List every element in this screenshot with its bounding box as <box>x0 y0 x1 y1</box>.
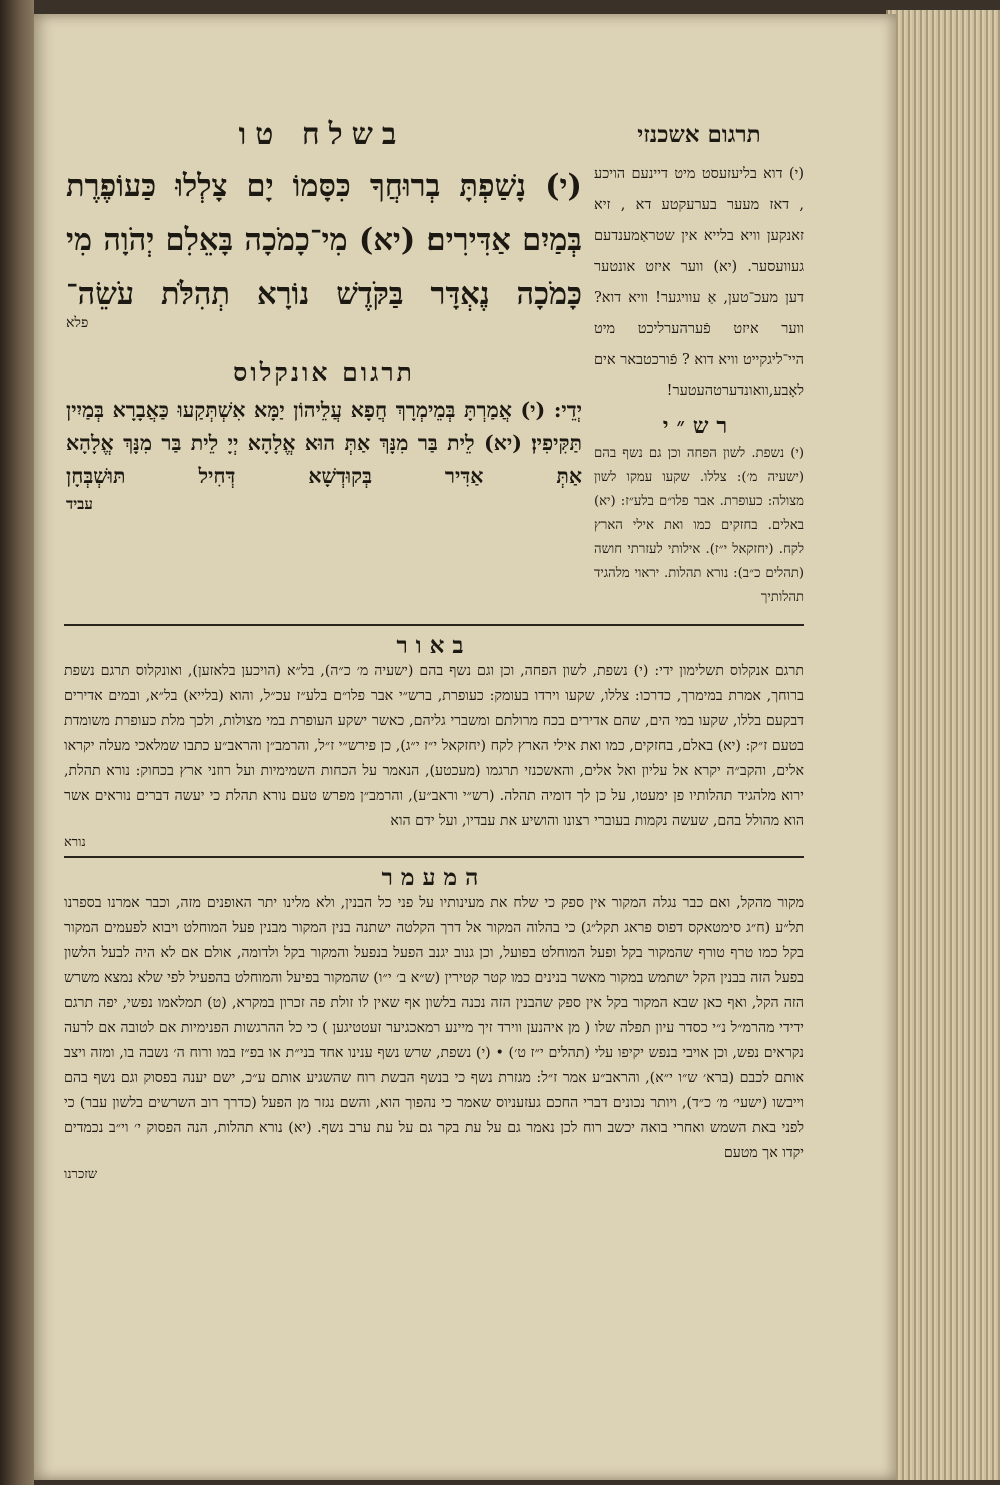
hameamer-catchword: שזכרנו <box>64 1167 98 1182</box>
section-divider <box>64 624 804 626</box>
book-page <box>34 14 896 1480</box>
targum-ashkenazi-title: תרגום אשכנזי <box>637 120 761 148</box>
targum-ashkenazi-text: (י) דוא בליעזעסט מיט דיינעם הויכע , דאז מעער בערעקטע דא , זיא זאנקען וויא בלייא אין שטראַמענדעם געוועסער. (יא) ווער איזט אונטער דען מעכ־טען, אַ עוויגער! וויא דוא? ווער איזט פֿערהערליכט מיט היי־ליגקייט וויא דוא ? פֿורכטבאר אים לאָבע,וואונדערטהעטער! <box>594 166 804 399</box>
verse-catchword: פלא <box>66 315 89 331</box>
biur-text: תרגם אנקלוס תשלימון ידי: (י) נשפת, לשון הפחה, וכן וגם נשף בהם (ישעיה מ׳ כ״ה), בל״א (הויכען בלאזען), ואונקלוס תרגם נשפת ברוחך, אמרת במימרך, כדרכו: צללו, שקעו וירדו בעומק: כעופרת, ברש״י אבר פלו״ם בלע״ז עכ״ל, והוא (בלייא) בל״א, ובמים אדירים דבקעם בללו, שקעו במי הים, שהם אדירים בכח מרולתם ומשברי גליהם, כאשר ישקע העופרת במי מצולות, ולכך מלת כעופרת משומדת בטעם ז״ק: (יא) באלם, בחזקים, כמו ואת אילי הארץ לקח (יחזקאל י״ז י״ג), כן פירש״י ז״ל, והרמב״ן והראב״ע כתבו שמלאכי מעלה יקראו אלים, והקב״ה יקרא אל עליון ואל אלים, והאשכנזי תרגמו (מעכטע), הנאמר על הכחות השמימיות ועל רוזני ארץ בכחוק: נורא תהלת, ירוא מלהגיד תהלותיו פן ימעטו, על כן לך דומיה תהלה. (רש״י וראב״ע), והרמב״ן מפרש טעם נורא תהלת כי יעשה דברים נוראים אשר הוא מהולל בהם, שעשה נקמות בעוברי רצונו והושיע את עבדיו, ועל ידם הוא <box>64 663 804 829</box>
onkelos-catchword: עביד <box>66 495 93 513</box>
main-column <box>66 159 582 610</box>
hameamer-title: המעמר <box>381 864 487 891</box>
page-content <box>64 109 804 1182</box>
header-row <box>64 109 804 159</box>
section-divider <box>64 856 804 858</box>
rashi-text: (י) נשפת. לשון הפחה וכן גם נשף בהם (ישעיה מ׳): צללו. שקעו עמקו לשון מצולה: כעופרת. אבר פלו״ם בלע״ז: (יא) באלים. בחזקים כמו ואת אילי הארץ לקח. (יחזקאל י״ז). אילותי לעזרתי חושה (תהלים כ״ב): נורא תהלות. יראוי מלהגיד תהלותיך <box>594 446 804 605</box>
torah-verse: (י) נָשַׁפְתָּ בְרוּחֲךָ כִּסָּמוֹ יָם צָלְלוּ כַּעוֹפֶרֶת בְּמַיִם אַדִּירִים׃ (יא) מִי־כָמֹכָה בָּאֵלִם יְהֹוָה מִי כָּמֹכָה נֶאְדָּר בַּקֹּדֶשׁ נוֹרָא תְהִלֹּת עֹשֵׂה־ <box>66 168 582 312</box>
biur-catchword: נורא <box>64 835 86 850</box>
running-head: בשלח טו <box>238 116 406 152</box>
hameamer-text: מקור מהקל, ואם כבר נגלה המקור אין ספק כי שלח את מעינותיו על פני כל הבנין, ולא מלינו יתר האופנים מזה, וכבר אמרנו בספרנו תל״ע (ח״ג סימטאקס דפוס פראג תקל״ג) כי בהלוה המקור אל דרך הקלטה ישתנה בנין המקור מבנין פעל המוחלט ויבוא לפעמים המקור בקל כמו טרף טורף שהמקור בקל ופעל המוחלט בפועל, וכן גנוב יגנב הפעל בנפעל והמקור בקל ולדומה, אולם אם לא היה לבעל הלשון בפעל הזה בבנין הקל ישתמש במקור מאשר בנינים כמו קטר קטירין (ש״א ב׳ י״ו) שהמקור בפיעל והמוחלט בהפעיל לפי שלא נמצא משרש הזה הקל, ואף כאן שבא המקור בקל אין ספק שהבנין הזה נכנה בלשון אף שאין לו זולת פה זכרון במקרא, (ט) תמלאמו נפשי, יפה תרגם ידידי מהרמ״ל נ״י כסדר עיון תפלה שלו ( מן איהנען ווירד זיך מיינע רמאכגיער זעטטיגען ) כי כל ההרגשות הפנימיות אם לטובה אם לרעה נקראים נפש, וכן אויבי בנפש יקיפו עלי (תהלים י״ז ט׳) • (י) נשפת, שרש נשף ענינו אחד בני״ת או בפ״ז במו ורוח ה׳ נשבה בו, ומזה ויצב אותם לכבם (ברא׳ ש״ו י״א), והראב״ע אמר ז״ל: מגזרת נשף כי בנשף הבשת רוח שהשגיע אותם ע״כ, ישם יענה בפסוק וגם נשף בהם וייבשו (ישעי׳ מ׳ כ״ד), ויותר נכונים דברי החכם געזעניוס שאמר כי נהפוך הוא, והשם נגזר מן הפעל (כדרך רוב השרשים בלשון עבר) כי לפני באת השמש ואחרי בואה יכשב רוח לכן נאמר גם על עת בקר גם על עת ערב נשף. (יא) נורא תהלות, הנה הפסוק י׳ וי״ב נכמדים יקדו אך מטעם <box>64 895 804 1161</box>
rashi-title: רש״י <box>662 413 736 439</box>
book-binding-left <box>0 0 34 1485</box>
onkelos-title: תרגום אונקלוס <box>233 358 415 387</box>
book-page-edges <box>886 10 1000 1480</box>
side-column <box>594 159 804 610</box>
top-block <box>64 159 804 610</box>
onkelos-text: יְדֵי: (י) אֲמַרְתָּ בְּמֵימְרָךְ חֲפָא עֲלֵיהוֹן יַמָּא אִשְׁתְּקַעוּ כַּאֲבָרָא בְּמַיִין תַּקִּיפִין׃ (יא) לֵית בַּר מִנָּךְ אַתְּ הוּא אֱלָהָא יְיָ לֵית בַּר מִנָּךְ אֱלָהָא אַתְּ אַדִּיר בְּקוּדְשָׁא דְּחִיל תּוּשְׁבְּחָן <box>66 398 582 488</box>
biur-title: באור <box>396 632 472 659</box>
